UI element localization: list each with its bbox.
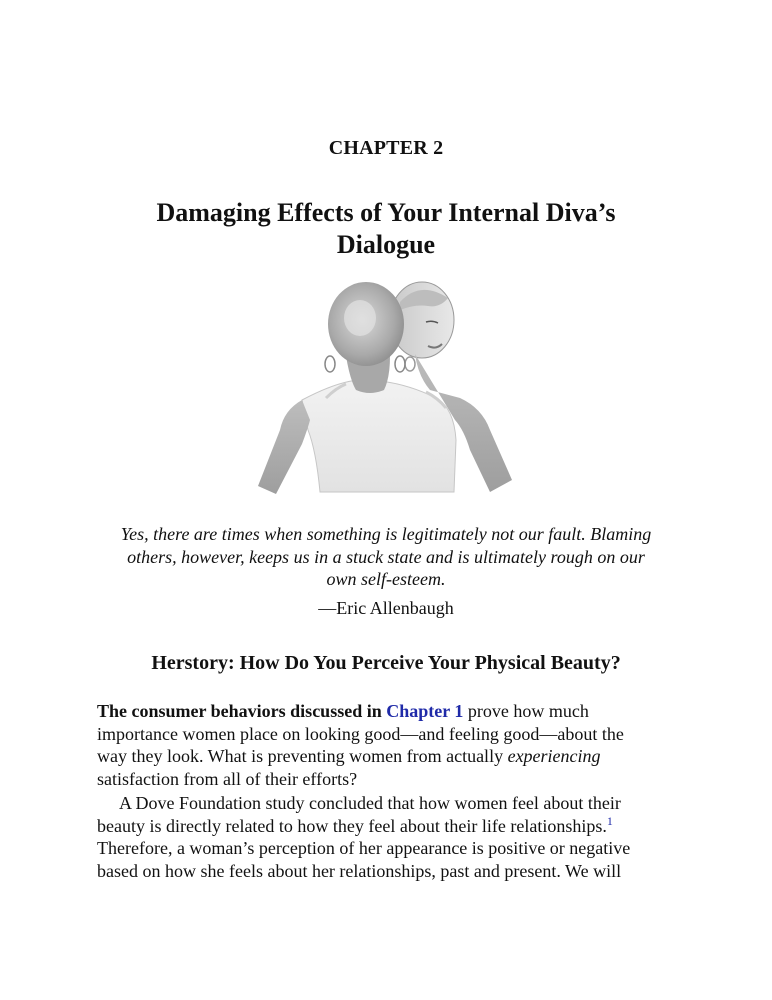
- paragraph-2: [97, 792, 677, 882]
- paragraph-line: Therefore, a woman’s perception of her appearance is positive or negative: [97, 838, 631, 858]
- chapter-label: CHAPTER 2: [328, 137, 444, 159]
- chapter-1-link[interactable]: Chapter 1: [386, 701, 464, 721]
- bold-lead-text: The consumer behaviors discussed in: [97, 701, 387, 721]
- paragraph-line: A Dove Foundation study concluded that how women feel about their: [119, 793, 621, 813]
- paragraph-text: way they look. What is preventing women from actually: [97, 746, 508, 766]
- epigraph-attribution: —Eric Allenbaugh: [318, 598, 454, 618]
- section-heading: Herstory: How Do You Perceive Your Physical Beauty?: [151, 652, 621, 674]
- chapter-title-line-1: Damaging Effects of Your Internal Diva’s: [156, 198, 616, 227]
- paragraph-line: [97, 700, 677, 723]
- paragraph-line: [97, 745, 677, 768]
- epigraph-quote: [100, 523, 672, 591]
- epigraph-line: Yes, there are times when something is legitimately not our fault. Blaming: [120, 524, 652, 544]
- paragraph-text: beauty is directly related to how they feel about their life relationships.: [97, 815, 607, 836]
- paragraph-line: based on how she feels about her relationships, past and present. We will: [97, 860, 622, 881]
- chapter-title: [120, 197, 652, 261]
- paragraph-1: [97, 700, 677, 790]
- paragraph-text: prove how much: [463, 701, 589, 721]
- epigraph-line: others, however, keeps us in a stuck state and is ultimately rough on our: [127, 546, 645, 567]
- two-women-mirror-illustration: [250, 280, 522, 502]
- epigraph-line: own self-esteem.: [326, 569, 446, 589]
- chapter-title-line-2: Dialogue: [336, 230, 436, 259]
- paragraph-line: importance women place on looking good—and feeling good—about the: [97, 723, 624, 744]
- paragraph-line: satisfaction from all of their efforts?: [97, 768, 358, 789]
- emphasized-text: experiencing: [507, 746, 601, 766]
- paragraph-line: [97, 815, 677, 838]
- footnote-1-link[interactable]: 1: [606, 813, 613, 828]
